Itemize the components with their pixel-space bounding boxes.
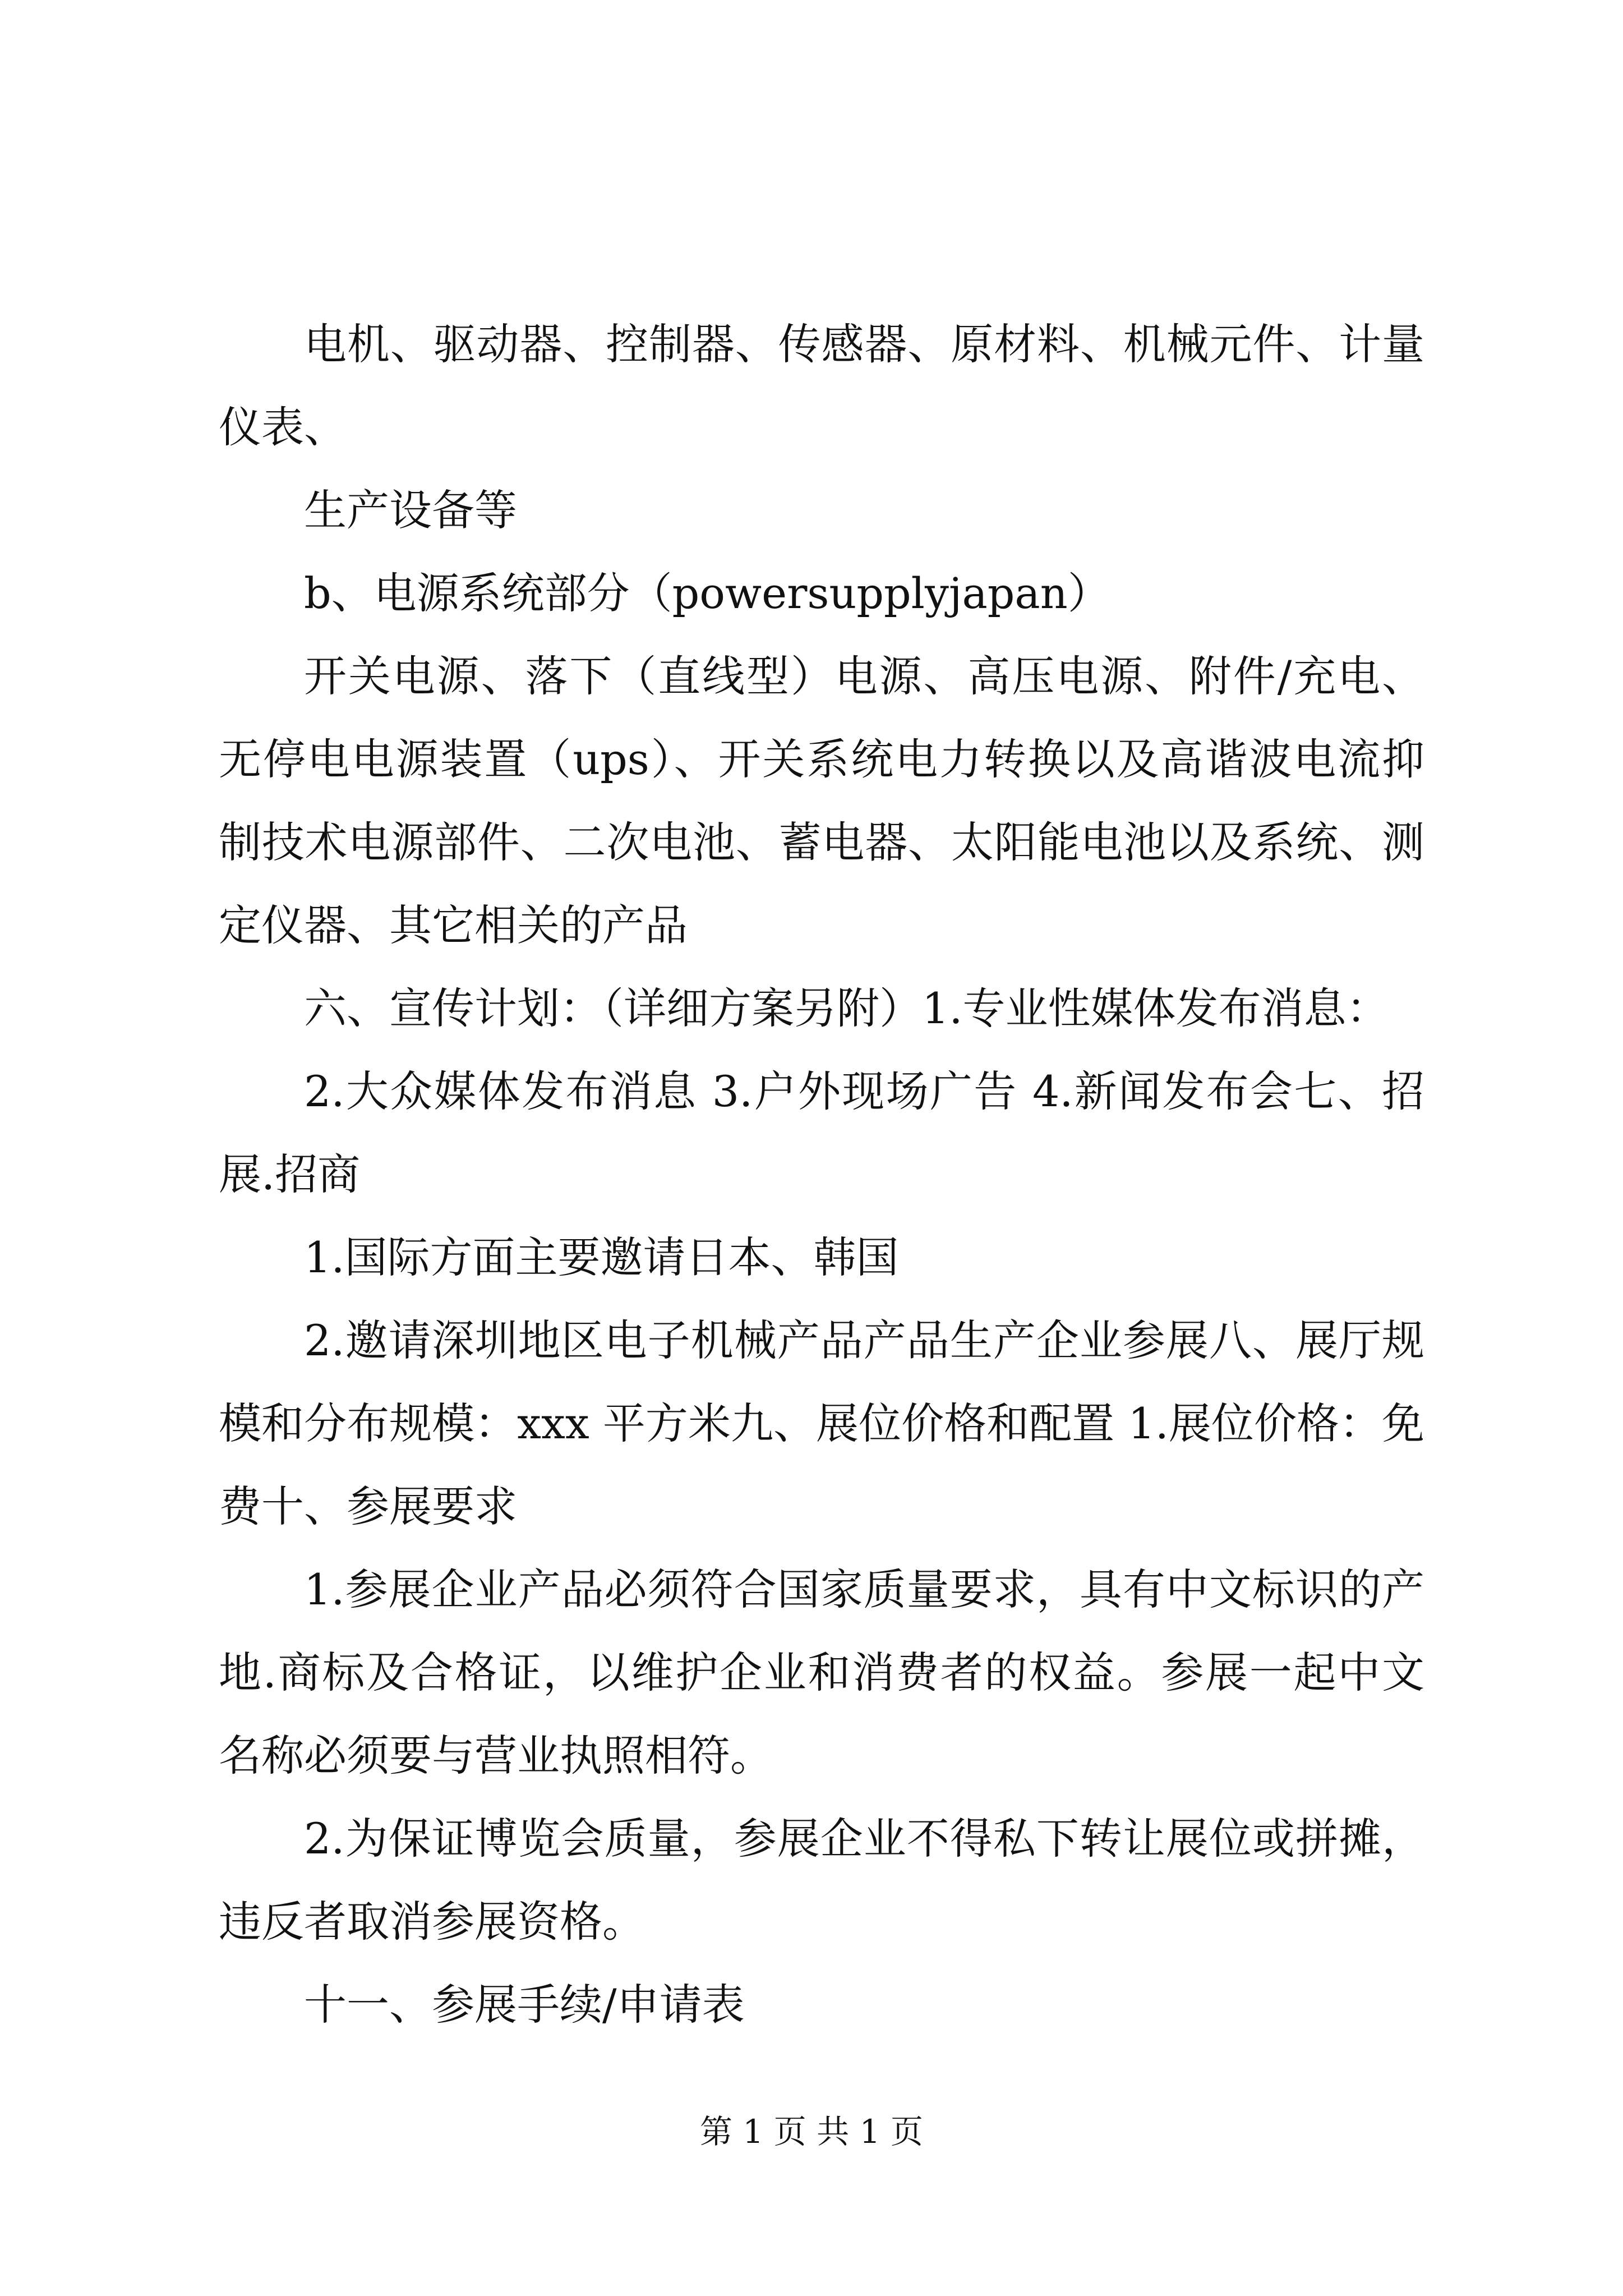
paragraph-4: 开关电源、落下（直线型）电源、高压电源、附件/充电、无停电电源装置（ups）、开关系统电力转换以及高谐波电流抑制技术电源部件、二次电池、蓄电器、太阳能电池以及系统、测定仪器、其它相关的产品 [219,651,1424,950]
paragraph-11: 十一、参展手续/申请表 [304,1980,745,2030]
paragraph-2: 生产设备等 [304,485,517,535]
paragraph-5: 六、宣传计划：（详细方案另附）1.专业性媒体发布消息： [304,983,1389,1033]
page-footer: 第 1 页 共 1 页 [700,2113,923,2151]
paragraph-3: b、电源系统部分（powersupplyjapan） [304,568,1110,618]
document-body [219,303,1424,2046]
paragraph-8: 2.邀请深圳地区电子机械产品产品生产企业参展八、展厅规模和分布规模：xxx 平方米九、展位价格和配置 1.展位价格：免费十、参展要求 [219,1315,1424,1531]
paragraph-9: 1.参展企业产品必须符合国家质量要求，具有中文标识的产地.商标及合格证，以维护企业和消费者的权益。参展一起中文名称必须要与营业执照相符。 [219,1565,1424,1780]
paragraph-1: 电机、驱动器、控制器、传感器、原材料、机械元件、计量仪表、 [219,319,1424,452]
paragraph-10: 2.为保证博览会质量，参展企业不得私下转让展位或拼摊，违反者取消参展资格。 [219,1814,1424,1947]
paragraph-6: 2.大众媒体发布消息 3.户外现场广告 4.新闻发布会七、招展.招商 [219,1066,1424,1199]
paragraph-7: 1.国际方面主要邀请日本、韩国 [304,1232,899,1282]
